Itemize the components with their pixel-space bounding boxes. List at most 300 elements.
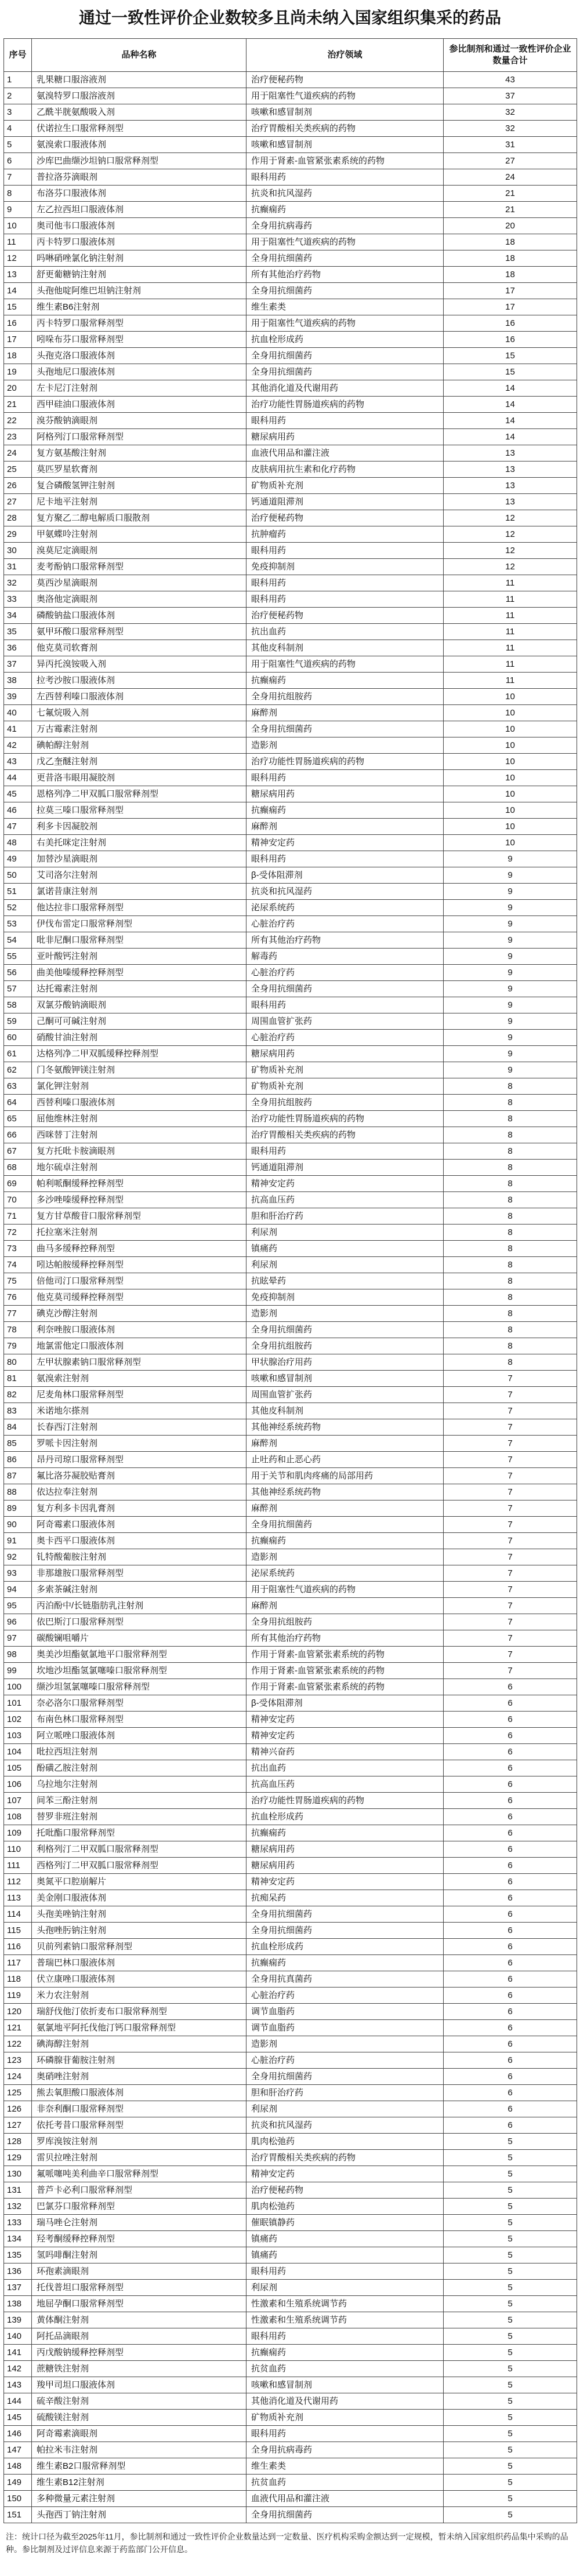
table-row xyxy=(4,1208,577,1225)
cell-company-count: 18 xyxy=(444,234,577,250)
cell-index: 89 xyxy=(4,1500,32,1517)
table-row xyxy=(4,2475,577,2491)
cell-company-count: 6 xyxy=(444,1890,577,1906)
cell-therapeutic-area: 皮肤病用抗生素和化疗药物 xyxy=(246,462,444,478)
table-row xyxy=(4,2361,577,2377)
cell-therapeutic-area: 麻醉剂 xyxy=(246,1500,444,1517)
cell-drug-name: 坎地沙坦酯氢氯噻嗪口服常释剂型 xyxy=(32,1663,246,1679)
cell-drug-name: 普芦卡必利口服常释剂型 xyxy=(32,2182,246,2199)
cell-drug-name: 他达拉非口服常释剂型 xyxy=(32,900,246,916)
table-row xyxy=(4,332,577,348)
cell-therapeutic-area: 治疗便秘药物 xyxy=(246,72,444,88)
table-row xyxy=(4,1387,577,1403)
table-row xyxy=(4,2085,577,2101)
table-row xyxy=(4,2199,577,2215)
table-row xyxy=(4,1776,577,1793)
cell-company-count: 10 xyxy=(444,802,577,819)
cell-drug-name: 西咪替丁注射剂 xyxy=(32,1127,246,1143)
cell-index: 14 xyxy=(4,283,32,299)
cell-drug-name: 氯诺昔康注射剂 xyxy=(32,884,246,900)
table-row xyxy=(4,1841,577,1858)
cell-therapeutic-area: 全身用抗组胺药 xyxy=(246,689,444,705)
cell-company-count: 8 xyxy=(444,1354,577,1371)
cell-company-count: 5 xyxy=(444,2475,577,2491)
cell-company-count: 8 xyxy=(444,1192,577,1208)
cell-therapeutic-area: 抗炎和抗风湿药 xyxy=(246,884,444,900)
cell-therapeutic-area: 所有其他治疗药物 xyxy=(246,267,444,283)
table-row xyxy=(4,88,577,104)
cell-company-count: 43 xyxy=(444,72,577,88)
cell-drug-name: 碘帕醇注射剂 xyxy=(32,737,246,754)
table-row xyxy=(4,1062,577,1078)
cell-company-count: 16 xyxy=(444,332,577,348)
cell-index: 71 xyxy=(4,1208,32,1225)
cell-index: 79 xyxy=(4,1338,32,1354)
cell-company-count: 21 xyxy=(444,186,577,202)
table-row xyxy=(4,72,577,88)
cell-index: 16 xyxy=(4,315,32,332)
cell-therapeutic-area: 治疗胃酸相关类疾病的药物 xyxy=(246,1127,444,1143)
cell-index: 23 xyxy=(4,429,32,445)
cell-therapeutic-area: 治疗功能性胃肠道疾病的药物 xyxy=(246,397,444,413)
cell-index: 43 xyxy=(4,754,32,770)
cell-company-count: 7 xyxy=(444,1517,577,1533)
cell-company-count: 7 xyxy=(444,1468,577,1484)
table-row xyxy=(4,380,577,397)
cell-therapeutic-area: 性激素和生殖系统调节药 xyxy=(246,2312,444,2328)
cell-therapeutic-area: 作用于肾素-血管紧张素系统的药物 xyxy=(246,1679,444,1695)
cell-company-count: 8 xyxy=(444,1241,577,1257)
cell-company-count: 7 xyxy=(444,1452,577,1468)
cell-company-count: 7 xyxy=(444,1614,577,1630)
cell-index: 75 xyxy=(4,1273,32,1289)
cell-company-count: 7 xyxy=(444,1419,577,1436)
cell-drug-name: 布洛芬口服液体剂 xyxy=(32,186,246,202)
table-row xyxy=(4,2312,577,2328)
cell-index: 98 xyxy=(4,1647,32,1663)
cell-drug-name: 罗库溴铵注射剂 xyxy=(32,2134,246,2150)
cell-drug-name: 万古霉素注射剂 xyxy=(32,721,246,737)
cell-company-count: 37 xyxy=(444,88,577,104)
cell-therapeutic-area: 心脏治疗药 xyxy=(246,1988,444,2004)
table-row xyxy=(4,1647,577,1663)
table-row xyxy=(4,1257,577,1273)
cell-therapeutic-area: 抗血栓形成药 xyxy=(246,1809,444,1825)
cell-company-count: 8 xyxy=(444,1289,577,1306)
table-row xyxy=(4,2134,577,2150)
cell-therapeutic-area: 解毒药 xyxy=(246,949,444,965)
cell-therapeutic-area: 全身用抗细菌药 xyxy=(246,283,444,299)
cell-index: 42 xyxy=(4,737,32,754)
cell-company-count: 21 xyxy=(444,202,577,218)
cell-index: 28 xyxy=(4,510,32,526)
cell-drug-name: 地屈孕酮口服常释剂型 xyxy=(32,2296,246,2312)
cell-company-count: 9 xyxy=(444,1062,577,1078)
cell-index: 58 xyxy=(4,997,32,1013)
cell-drug-name: 氨氯地平阿托伐他汀钙口服常释剂型 xyxy=(32,2020,246,2036)
cell-therapeutic-area: 眼科用药 xyxy=(246,2263,444,2280)
cell-drug-name: 西格列汀二甲双胍口服常释剂型 xyxy=(32,1858,246,1874)
table-row xyxy=(4,1306,577,1322)
table-row xyxy=(4,2328,577,2345)
header-company-count: 参比制剂和通过一致性评价企业数量合计 xyxy=(444,39,577,72)
table-row xyxy=(4,267,577,283)
cell-index: 85 xyxy=(4,1436,32,1452)
cell-company-count: 10 xyxy=(444,786,577,802)
cell-index: 142 xyxy=(4,2361,32,2377)
cell-drug-name: 吡非尼酮口服常释剂型 xyxy=(32,932,246,949)
cell-drug-name: 异丙托溴铵吸入剂 xyxy=(32,656,246,673)
cell-therapeutic-area: β-受体阻滞剂 xyxy=(246,1695,444,1712)
cell-therapeutic-area: 其他神经系统药物 xyxy=(246,1419,444,1436)
cell-drug-name: 羟考酮缓释控释剂型 xyxy=(32,2231,246,2247)
cell-company-count: 32 xyxy=(444,121,577,137)
cell-therapeutic-area: 心脏治疗药 xyxy=(246,1030,444,1046)
cell-company-count: 5 xyxy=(444,2345,577,2361)
table-row xyxy=(4,1143,577,1160)
cell-company-count: 6 xyxy=(444,2085,577,2101)
cell-therapeutic-area: 血液代用品和灌注液 xyxy=(246,445,444,462)
table-row xyxy=(4,543,577,559)
cell-drug-name: 黄体酮注射剂 xyxy=(32,2312,246,2328)
cell-company-count: 10 xyxy=(444,754,577,770)
cell-company-count: 10 xyxy=(444,689,577,705)
cell-therapeutic-area: 全身用抗细菌药 xyxy=(246,348,444,364)
cell-index: 97 xyxy=(4,1630,32,1647)
cell-drug-name: 吗啉硝唑氯化钠注射剂 xyxy=(32,250,246,267)
table-row xyxy=(4,121,577,137)
cell-company-count: 9 xyxy=(444,1030,577,1046)
cell-index: 120 xyxy=(4,2004,32,2020)
table-row xyxy=(4,1533,577,1549)
table-row xyxy=(4,786,577,802)
cell-therapeutic-area: 麻醉剂 xyxy=(246,1436,444,1452)
cell-therapeutic-area: 抗高血压药 xyxy=(246,1192,444,1208)
table-row xyxy=(4,1744,577,1760)
cell-drug-name: 硫酸镁注射剂 xyxy=(32,2410,246,2426)
cell-therapeutic-area: 全身用抗细菌药 xyxy=(246,1923,444,1939)
cell-drug-name: 阿托品滴眼剂 xyxy=(32,2328,246,2345)
cell-drug-name: 复合磷酸氢钾注射剂 xyxy=(32,478,246,494)
cell-index: 118 xyxy=(4,1971,32,1988)
cell-company-count: 7 xyxy=(444,1387,577,1403)
cell-index: 10 xyxy=(4,218,32,234)
cell-index: 126 xyxy=(4,2101,32,2117)
cell-drug-name: 头孢地尼口服液体剂 xyxy=(32,364,246,380)
cell-drug-name: 碘海醇注射剂 xyxy=(32,2036,246,2052)
cell-company-count: 10 xyxy=(444,721,577,737)
cell-company-count: 6 xyxy=(444,1923,577,1939)
cell-company-count: 6 xyxy=(444,1955,577,1971)
cell-drug-name: 拉莫三嗪口服常释剂型 xyxy=(32,802,246,819)
cell-therapeutic-area: 抗肿瘤药 xyxy=(246,526,444,543)
cell-therapeutic-area: 眼科用药 xyxy=(246,997,444,1013)
table-row xyxy=(4,1160,577,1176)
cell-index: 145 xyxy=(4,2410,32,2426)
cell-company-count: 6 xyxy=(444,1728,577,1744)
cell-index: 69 xyxy=(4,1176,32,1192)
cell-company-count: 17 xyxy=(444,299,577,315)
header-row xyxy=(4,39,577,72)
table-row xyxy=(4,2280,577,2296)
cell-drug-name: 伊伐布雷定口服常释剂型 xyxy=(32,916,246,932)
cell-company-count: 13 xyxy=(444,445,577,462)
cell-index: 80 xyxy=(4,1354,32,1371)
cell-index: 151 xyxy=(4,2507,32,2523)
cell-drug-name: 缬沙坦氢氯噻嗪口服常释剂型 xyxy=(32,1679,246,1695)
cell-index: 104 xyxy=(4,1744,32,1760)
cell-drug-name: 伏立康唑口服液体剂 xyxy=(32,1971,246,1988)
cell-company-count: 13 xyxy=(444,494,577,510)
cell-index: 135 xyxy=(4,2247,32,2263)
cell-drug-name: 乙酰半胱氨酸吸入剂 xyxy=(32,104,246,121)
cell-index: 124 xyxy=(4,2069,32,2085)
table-row xyxy=(4,1322,577,1338)
cell-drug-name: 奈必洛尔口服常释剂型 xyxy=(32,1695,246,1712)
cell-company-count: 7 xyxy=(444,1436,577,1452)
table-row xyxy=(4,1679,577,1695)
cell-therapeutic-area: 糖尿病用药 xyxy=(246,1858,444,1874)
cell-therapeutic-area: 治疗功能性胃肠道疾病的药物 xyxy=(246,754,444,770)
table-row xyxy=(4,932,577,949)
cell-company-count: 6 xyxy=(444,1793,577,1809)
cell-index: 114 xyxy=(4,1906,32,1923)
table-row xyxy=(4,2247,577,2263)
cell-company-count: 11 xyxy=(444,608,577,624)
cell-company-count: 11 xyxy=(444,591,577,608)
cell-therapeutic-area: 止吐药和止恶心药 xyxy=(246,1452,444,1468)
cell-company-count: 7 xyxy=(444,1371,577,1387)
cell-company-count: 6 xyxy=(444,2052,577,2069)
cell-index: 55 xyxy=(4,949,32,965)
cell-therapeutic-area: 钙通道阻滞剂 xyxy=(246,494,444,510)
table-row xyxy=(4,1858,577,1874)
cell-company-count: 7 xyxy=(444,1549,577,1565)
cell-drug-name: 磷酸钠盐口服液体剂 xyxy=(32,608,246,624)
cell-index: 148 xyxy=(4,2458,32,2475)
cell-company-count: 24 xyxy=(444,169,577,186)
cell-index: 99 xyxy=(4,1663,32,1679)
cell-drug-name: 硫辛酸注射剂 xyxy=(32,2393,246,2410)
cell-company-count: 8 xyxy=(444,1338,577,1354)
cell-index: 24 xyxy=(4,445,32,462)
cell-drug-name: 复方利多卡因乳膏剂 xyxy=(32,1500,246,1517)
cell-company-count: 16 xyxy=(444,315,577,332)
cell-therapeutic-area: 糖尿病用药 xyxy=(246,429,444,445)
table-row xyxy=(4,202,577,218)
cell-drug-name: 亚叶酸钙注射剂 xyxy=(32,949,246,965)
table-row xyxy=(4,802,577,819)
cell-therapeutic-area: 眼科用药 xyxy=(246,413,444,429)
cell-company-count: 6 xyxy=(444,1971,577,1988)
table-row xyxy=(4,673,577,689)
cell-therapeutic-area: 其他神经系统药物 xyxy=(246,1484,444,1500)
cell-therapeutic-area: 麻醉剂 xyxy=(246,819,444,835)
cell-therapeutic-area: 咳嗽和感冒制剂 xyxy=(246,1371,444,1387)
cell-therapeutic-area: 治疗胃酸相关类疾病的药物 xyxy=(246,2150,444,2166)
cell-company-count: 6 xyxy=(444,1776,577,1793)
table-row xyxy=(4,2345,577,2361)
cell-index: 119 xyxy=(4,1988,32,2004)
table-row xyxy=(4,1127,577,1143)
cell-company-count: 12 xyxy=(444,510,577,526)
cell-company-count: 11 xyxy=(444,673,577,689)
cell-index: 143 xyxy=(4,2377,32,2393)
table-row xyxy=(4,1500,577,1517)
cell-company-count: 9 xyxy=(444,1013,577,1030)
cell-company-count: 5 xyxy=(444,2247,577,2263)
table-row xyxy=(4,234,577,250)
cell-company-count: 8 xyxy=(444,1095,577,1111)
cell-drug-name: 曲美他嗪缓释控释剂型 xyxy=(32,965,246,981)
cell-drug-name: 溴芬酸钠滴眼剂 xyxy=(32,413,246,429)
cell-index: 2 xyxy=(4,88,32,104)
cell-drug-name: 罗哌卡因注射剂 xyxy=(32,1436,246,1452)
cell-drug-name: 熊去氧胆酸口服液体剂 xyxy=(32,2085,246,2101)
table-row xyxy=(4,494,577,510)
cell-therapeutic-area: 性激素和生殖系统调节药 xyxy=(246,2296,444,2312)
cell-company-count: 8 xyxy=(444,1208,577,1225)
cell-company-count: 9 xyxy=(444,916,577,932)
cell-therapeutic-area: 免疫抑制剂 xyxy=(246,1289,444,1306)
cell-company-count: 20 xyxy=(444,218,577,234)
cell-company-count: 5 xyxy=(444,2491,577,2507)
cell-index: 25 xyxy=(4,462,32,478)
cell-index: 17 xyxy=(4,332,32,348)
table-row xyxy=(4,1809,577,1825)
table-row xyxy=(4,997,577,1013)
cell-index: 136 xyxy=(4,2263,32,2280)
cell-company-count: 7 xyxy=(444,1403,577,1419)
cell-company-count: 13 xyxy=(444,462,577,478)
cell-company-count: 10 xyxy=(444,770,577,786)
table-header xyxy=(4,39,577,72)
cell-therapeutic-area: 用于阻塞性气道疾病的药物 xyxy=(246,234,444,250)
cell-index: 92 xyxy=(4,1549,32,1565)
cell-company-count: 5 xyxy=(444,2166,577,2182)
cell-drug-name: 托拉塞米注射剂 xyxy=(32,1225,246,1241)
table-row xyxy=(4,575,577,591)
cell-therapeutic-area: 眼科用药 xyxy=(246,543,444,559)
cell-index: 83 xyxy=(4,1403,32,1419)
cell-therapeutic-area: 肌肉松弛药 xyxy=(246,2134,444,2150)
cell-company-count: 6 xyxy=(444,1841,577,1858)
cell-index: 63 xyxy=(4,1078,32,1095)
cell-index: 149 xyxy=(4,2475,32,2491)
table-row xyxy=(4,1484,577,1500)
cell-therapeutic-area: 抗炎和抗风湿药 xyxy=(246,186,444,202)
table-row xyxy=(4,1955,577,1971)
table-row xyxy=(4,851,577,867)
cell-company-count: 8 xyxy=(444,1160,577,1176)
cell-index: 19 xyxy=(4,364,32,380)
cell-therapeutic-area: 精神安定药 xyxy=(246,1712,444,1728)
cell-therapeutic-area: 抗高血压药 xyxy=(246,1776,444,1793)
cell-therapeutic-area: 全身用抗细菌药 xyxy=(246,1906,444,1923)
cell-index: 48 xyxy=(4,835,32,851)
cell-drug-name: 伏诺拉生口服常释剂型 xyxy=(32,121,246,137)
cell-drug-name: 间苯三酚注射剂 xyxy=(32,1793,246,1809)
cell-index: 77 xyxy=(4,1306,32,1322)
cell-therapeutic-area: 抗癫痫药 xyxy=(246,673,444,689)
cell-company-count: 12 xyxy=(444,559,577,575)
cell-index: 96 xyxy=(4,1614,32,1630)
cell-therapeutic-area: 全身用抗细菌药 xyxy=(246,250,444,267)
cell-drug-name: 左西替利嗪口服液体剂 xyxy=(32,689,246,705)
cell-index: 141 xyxy=(4,2345,32,2361)
table-row xyxy=(4,1354,577,1371)
cell-index: 60 xyxy=(4,1030,32,1046)
cell-therapeutic-area: 所有其他治疗药物 xyxy=(246,932,444,949)
table-row xyxy=(4,640,577,656)
cell-drug-name: 维生素B12注射剂 xyxy=(32,2475,246,2491)
cell-drug-name: 氟哌噻吨美利曲辛口服常释剂型 xyxy=(32,2166,246,2182)
cell-index: 150 xyxy=(4,2491,32,2507)
cell-index: 137 xyxy=(4,2280,32,2296)
table-row xyxy=(4,2231,577,2247)
cell-drug-name: 托伐普坦口服常释剂型 xyxy=(32,2280,246,2296)
cell-therapeutic-area: 精神安定药 xyxy=(246,835,444,851)
cell-drug-name: 帕利哌酮缓释控释剂型 xyxy=(32,1176,246,1192)
cell-index: 67 xyxy=(4,1143,32,1160)
table-row xyxy=(4,2491,577,2507)
cell-company-count: 11 xyxy=(444,656,577,673)
cell-index: 107 xyxy=(4,1793,32,1809)
cell-company-count: 15 xyxy=(444,364,577,380)
cell-index: 34 xyxy=(4,608,32,624)
cell-therapeutic-area: 抗贫血药 xyxy=(246,2361,444,2377)
table-row xyxy=(4,137,577,153)
cell-index: 115 xyxy=(4,1923,32,1939)
table-row xyxy=(4,2150,577,2166)
cell-drug-name: 沙库巴曲缬沙坦钠口服常释剂型 xyxy=(32,153,246,169)
cell-therapeutic-area: 精神兴奋药 xyxy=(246,1744,444,1760)
cell-therapeutic-area: 镇痛药 xyxy=(246,2247,444,2263)
cell-therapeutic-area: 抗痴呆药 xyxy=(246,1890,444,1906)
cell-drug-name: 加替沙星滴眼剂 xyxy=(32,851,246,867)
cell-index: 18 xyxy=(4,348,32,364)
cell-drug-name: 多索茶碱注射剂 xyxy=(32,1582,246,1598)
cell-therapeutic-area: 作用于肾素-血管紧张素系统的药物 xyxy=(246,153,444,169)
table-row xyxy=(4,186,577,202)
cell-index: 68 xyxy=(4,1160,32,1176)
cell-therapeutic-area: 眼科用药 xyxy=(246,591,444,608)
cell-company-count: 13 xyxy=(444,478,577,494)
table-row xyxy=(4,981,577,997)
table-row xyxy=(4,2507,577,2523)
table-row xyxy=(4,1549,577,1565)
cell-drug-name: 羧甲司坦口服液体剂 xyxy=(32,2377,246,2393)
cell-therapeutic-area: 抗癫痫药 xyxy=(246,802,444,819)
cell-index: 134 xyxy=(4,2231,32,2247)
cell-company-count: 8 xyxy=(444,1127,577,1143)
cell-index: 11 xyxy=(4,234,32,250)
cell-therapeutic-area: 心脏治疗药 xyxy=(246,965,444,981)
cell-drug-name: 恩格列净二甲双胍口服常释剂型 xyxy=(32,786,246,802)
cell-drug-name: 倍他司汀口服常释剂型 xyxy=(32,1273,246,1289)
cell-drug-name: 雷贝拉唑注射剂 xyxy=(32,2150,246,2166)
table-row xyxy=(4,2296,577,2312)
table-row xyxy=(4,315,577,332)
cell-company-count: 7 xyxy=(444,1630,577,1647)
cell-company-count: 5 xyxy=(444,2215,577,2231)
cell-drug-name: 多沙唑嗪缓释控释剂型 xyxy=(32,1192,246,1208)
cell-company-count: 5 xyxy=(444,2199,577,2215)
cell-index: 106 xyxy=(4,1776,32,1793)
table-row xyxy=(4,2458,577,2475)
cell-company-count: 5 xyxy=(444,2426,577,2442)
table-row xyxy=(4,104,577,121)
